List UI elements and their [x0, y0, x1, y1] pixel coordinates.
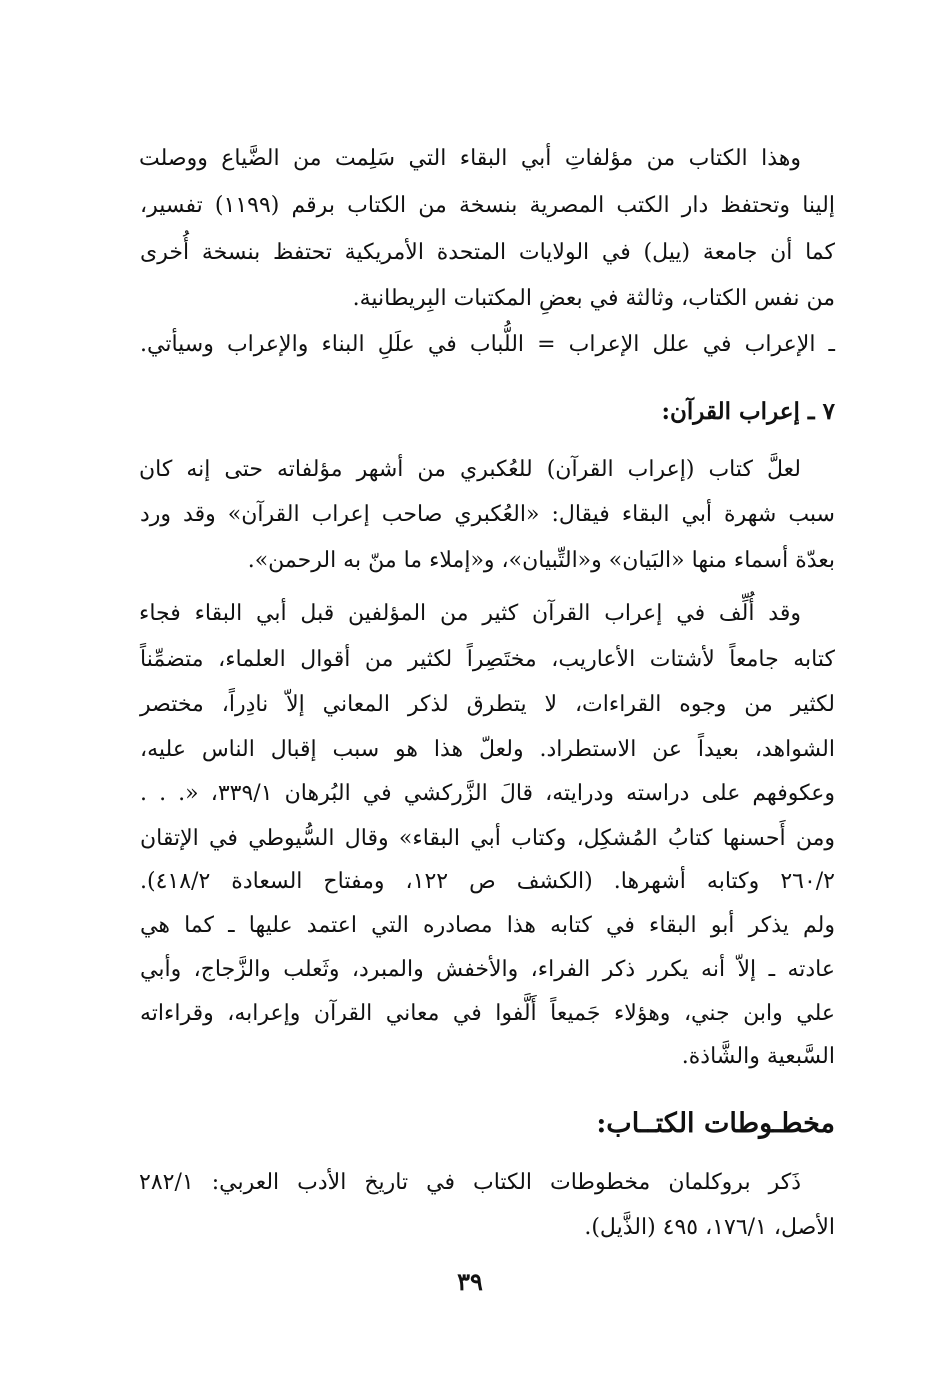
- paragraph-line: وقد أُلِّف في إعراب القرآن كثير من المؤلفين قبل أبي البقاء فجاء: [139, 601, 801, 626]
- paragraph-line: إلينا وتحتفظ دار الكتب المصرية بنسخة من الكتاب برقم (١١٩٩) تفسير،: [140, 193, 835, 218]
- paragraph-line: عادته ـ إلاّ أنه يكرر ذكر الفراء، والأخفش والمبرد، وثَعلب والزَّجاج، وأبي: [140, 957, 835, 982]
- section-heading: ٧ ـ إعراب القرآن:: [661, 398, 835, 425]
- section-heading: مخطـوطات الكتــاب:: [596, 1108, 835, 1139]
- paragraph-line: ٢٦٠/٢ وكتابه أشهرها. (الكشف ص ١٢٢، ومفتاح السعادة ٤١٨/٢).: [140, 869, 835, 894]
- paragraph-line: كما أن جامعة (ييل) في الولايات المتحدة الأمريكية تحتفظ بنسخة أُخرى: [140, 240, 835, 265]
- paragraph-line: كتابه جامعاً لأشتات الأعاريب، مختَصِراً لكثير من أقوال العلماء، متضمِّناً: [140, 647, 835, 672]
- paragraph-line: علي وابن جني، وهؤلاء جَميعاً أَلَّفوا في معاني القرآن وإعرابه، وقراءاته: [140, 1001, 835, 1026]
- paragraph-line: الأصل، ١٧٦/١، ٤٩٥ (الذَّيل).: [584, 1215, 835, 1240]
- paragraph-line: بعدّة أسماء منها «البَيان» و«التِّبيان»، و«إملاء ما منّ به الرحمن».: [247, 548, 835, 573]
- paragraph-line: وهذا الكتاب من مؤلفاتِ أبي البقاء التي سَلِمت من الضَّياع ووصلت: [139, 146, 801, 171]
- paragraph-line: السَّبعية والشَّاذة.: [681, 1044, 835, 1069]
- page-number: ٣٩: [457, 1267, 483, 1296]
- list-item: ـ الإعراب في علل الإعراب = اللُّباب في علَلِ البناء والإعراب وسيأتي.: [140, 332, 835, 357]
- paragraph-line: ولم يذكر أبو البقاء في كتابه هذا مصادره التي اعتمد عليها ـ كما هي: [140, 913, 835, 938]
- paragraph-line: من نفس الكتاب، وثالثة في بعضِ المكتبات البِريطانية.: [352, 286, 835, 311]
- paragraph-line: وعكوفهم على دراسته ودرايته، قالَ الزَّركشي في البُرهان ٣٣٩/١، «. . .: [140, 781, 835, 806]
- paragraph-line: لكثير من وجوه القراءات، لا يتطرق لذكر المعاني إلاّ نادِراً، مختصر: [140, 692, 835, 717]
- paragraph-line: لعلَّ كتاب (إعراب القرآن) للعُكبري من أشهر مؤلفاته حتى إنه كان: [139, 457, 801, 482]
- paragraph-line: الشواهد، بعيداً عن الاستطراد. ولعلّ هذا هو سبب إقبال الناس عليه،: [140, 737, 835, 762]
- paragraph-line: ذَكر بروكلمان مخطوطات الكتاب في تاريخ الأدب العربي: ٢٨٢/١: [139, 1170, 801, 1195]
- paragraph-line: ومن أَحسنها كتابُ المُشكِل، وكتاب أبي البقاء» وقال السُّيوطي في الإتقان: [140, 826, 836, 851]
- paragraph-line: سبب شهرة أبي البقاء فيقال: «العُكبري صاحب إعراب القرآن» وقد ورد: [140, 502, 835, 527]
